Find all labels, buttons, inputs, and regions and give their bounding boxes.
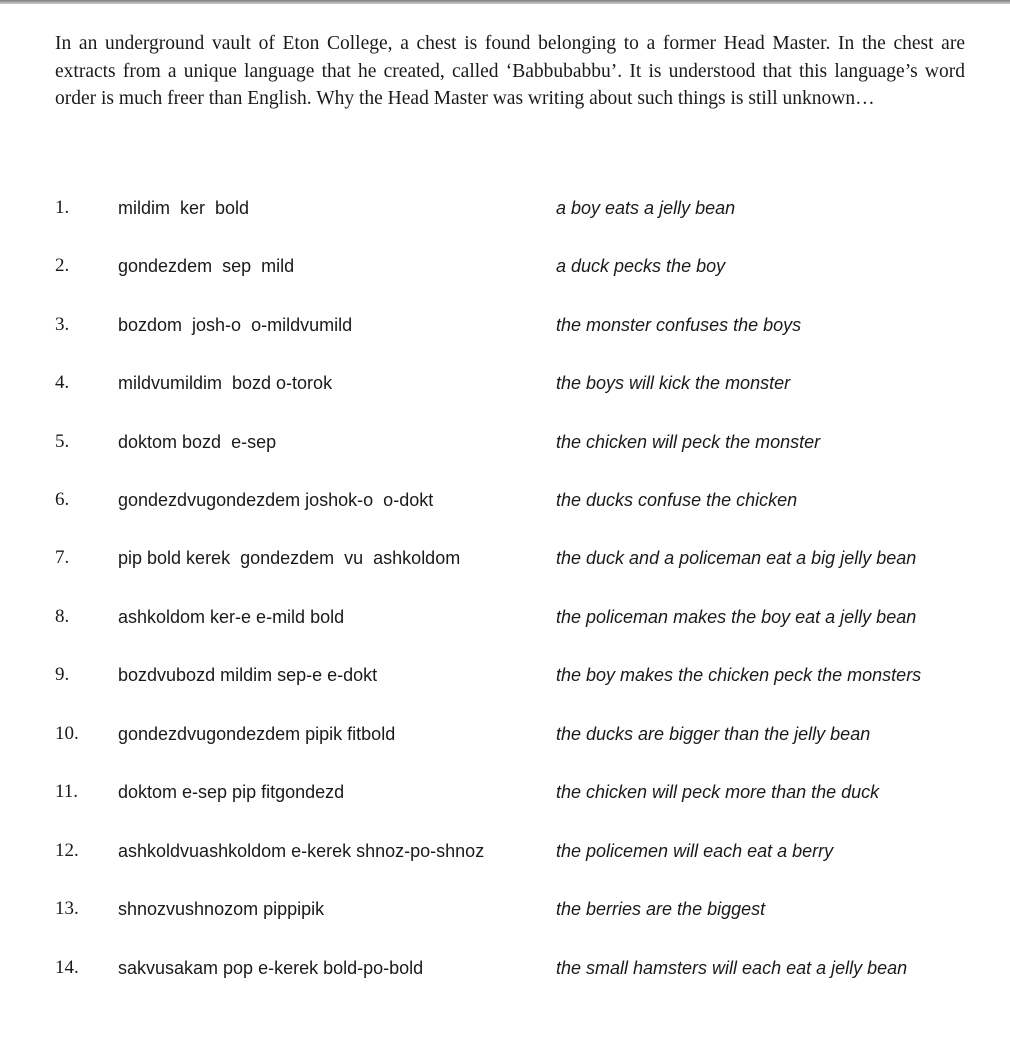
example-row — [0, 719, 1010, 749]
example-number: 3. — [55, 314, 70, 335]
example-number: 11. — [55, 781, 79, 802]
example-number: 4. — [55, 372, 70, 393]
example-number: 1. — [55, 197, 70, 218]
babbubabbu-sentence: pip bold kerek gondezdem vu ashkoldom — [118, 548, 461, 568]
example-number: 14. — [55, 957, 79, 978]
english-translation: the boys will kick the monster — [556, 373, 791, 393]
english-translation: the boy makes the chicken peck the monsters — [556, 665, 922, 685]
english-translation: a boy eats a jelly bean — [556, 198, 736, 218]
example-number: 12. — [55, 840, 79, 861]
english-translation: a duck pecks the boy — [556, 256, 726, 276]
english-translation: the chicken will peck the monster — [556, 432, 821, 452]
babbubabbu-sentence: mildvumildim bozd o-torok — [118, 373, 333, 393]
english-translation: the monster confuses the boys — [556, 315, 802, 335]
babbubabbu-sentence: gondezdem sep mild — [118, 256, 295, 276]
example-number: 13. — [55, 898, 79, 919]
example-row — [0, 427, 1010, 457]
intro-paragraph: In an underground vault of Eton College, a chest is found belonging to a former Head Master. In the chest are extracts from a unique language that he created, called ‘Babbubabbu’. It is understood that this language’s word order is much freer than English. Why the Head Master was writing about such things is still unknown… — [55, 33, 965, 109]
example-number: 6. — [55, 489, 70, 510]
example-row — [0, 836, 1010, 866]
english-translation: the policemen will each eat a berry — [556, 841, 834, 861]
example-row — [0, 660, 1010, 690]
babbubabbu-sentence: sakvusakam pop e-kerek bold-po-bold — [118, 958, 424, 978]
babbubabbu-sentence: gondezdvugondezdem pipik fitbold — [118, 724, 396, 744]
example-row — [0, 777, 1010, 807]
babbubabbu-sentence: bozdvubozd mildim sep-e e-dokt — [118, 665, 378, 685]
example-row — [0, 543, 1010, 573]
example-row — [0, 894, 1010, 924]
example-number: 5. — [55, 431, 70, 452]
example-row — [0, 602, 1010, 632]
english-translation: the small hamsters will each eat a jelly bean — [556, 958, 908, 978]
english-translation: the duck and a policeman eat a big jelly bean — [556, 548, 917, 568]
english-translation: the berries are the biggest — [556, 899, 766, 919]
example-row — [0, 251, 1010, 281]
babbubabbu-sentence: shnozvushnozom pippipik — [118, 899, 325, 919]
english-translation: the chicken will peck more than the duck — [556, 782, 880, 802]
babbubabbu-sentence: ashkoldvuashkoldom e-kerek shnoz-po-shnoz — [118, 841, 485, 861]
example-row — [0, 310, 1010, 340]
babbubabbu-sentence: doktom bozd e-sep — [118, 432, 277, 452]
english-translation: the policeman makes the boy eat a jelly bean — [556, 607, 917, 627]
example-number: 2. — [55, 255, 70, 276]
babbubabbu-sentence: mildim ker bold — [118, 198, 250, 218]
example-number: 7. — [55, 547, 70, 568]
babbubabbu-sentence: ashkoldom ker-e e-mild bold — [118, 607, 345, 627]
babbubabbu-sentence: gondezdvugondezdem joshok-o o-dokt — [118, 490, 434, 510]
babbubabbu-sentence: bozdom josh-o o-mildvumild — [118, 315, 353, 335]
example-number: 8. — [55, 606, 70, 627]
example-row — [0, 953, 1010, 983]
example-row — [0, 485, 1010, 515]
example-number: 9. — [55, 664, 70, 685]
example-number: 10. — [55, 723, 79, 744]
babbubabbu-sentence: doktom e-sep pip fitgondezd — [118, 782, 345, 802]
english-translation: the ducks confuse the chicken — [556, 490, 798, 510]
example-row — [0, 368, 1010, 398]
english-translation: the ducks are bigger than the jelly bean — [556, 724, 871, 744]
example-row — [0, 193, 1010, 223]
top-border-rule — [0, 0, 1010, 4]
